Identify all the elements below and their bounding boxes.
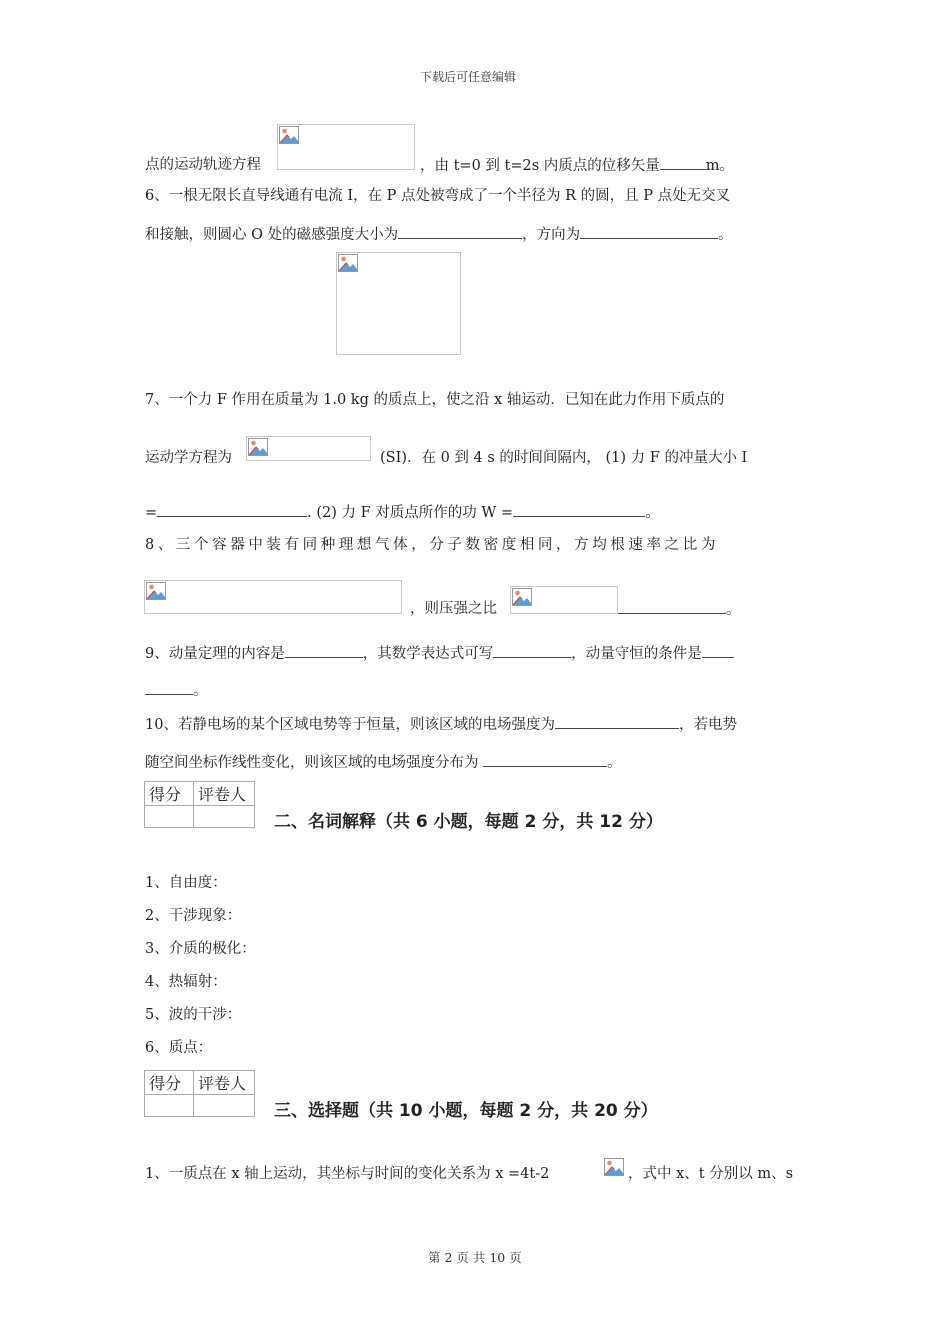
grader-header: 评卷人 (194, 1071, 255, 1095)
score-table (144, 1070, 255, 1117)
q6-line2b: ，方向为 (522, 227, 581, 243)
formula-image (277, 124, 415, 170)
q6-line2a: 和接触，则圆心 O 处的磁感强度大小为 (145, 227, 399, 243)
q7-line1: 7、一个力 F 作用在质量为 1.0 kg 的质点上，使之沿 x 轴运动．已知在此力作用下质点的 (145, 392, 725, 408)
q5-text-a: 点的运动轨迹方程 (145, 157, 261, 173)
image-placeholder-icon (279, 126, 299, 144)
answer-blank (702, 643, 734, 658)
diagram-image (336, 252, 461, 355)
answer-blank (145, 680, 193, 695)
q10-line2a: 随空间坐标作线性变化，则该区域的电场强度分布为 (145, 755, 484, 771)
image-placeholder-icon (248, 438, 268, 456)
q8-line1: 8、三个容器中装有同种理想气体，分子数密度相同，方均根速率之比为 (145, 537, 719, 553)
q7-line3b: . (2) 力 F 对质点所作的功 W = (307, 505, 514, 521)
answer-blank (157, 502, 307, 517)
mc-q1-text-a: 1、一质点在 x 轴上运动，其坐标与时间的变化关系为 x =4t-2 (145, 1166, 550, 1182)
answer-blank (493, 643, 571, 658)
answer-blank (285, 643, 363, 658)
answer-blank (660, 155, 706, 170)
section-2-title: 二、名词解释（共 6 小题，每题 2 分，共 12 分） (274, 812, 663, 832)
term-item: 5、波的干涉： (145, 1007, 242, 1023)
grader-cell[interactable] (194, 1095, 255, 1117)
answer-blank (398, 224, 522, 239)
grader-cell[interactable] (194, 806, 255, 828)
q5-text-b: ，由 t=0 到 t=2s 内质点的位移矢量 (420, 158, 660, 174)
formula-image (510, 586, 618, 614)
image-placeholder-icon (604, 1158, 624, 1176)
q9-line1c: ，动量守恒的条件是 (571, 646, 702, 662)
grader-header: 评卷人 (194, 782, 255, 806)
image-placeholder-icon (146, 582, 166, 600)
q9-line1b: ，其数学表达式可写 (362, 646, 494, 662)
answer-blank (483, 752, 607, 767)
q10-line2b: 。 (607, 755, 622, 771)
image-placeholder-icon (512, 588, 532, 606)
term-item: 4、热辐射： (145, 974, 227, 990)
q5-text-c: m。 (705, 158, 735, 174)
q7-line2a: 运动学方程为 (145, 450, 232, 466)
score-header: 得分 (145, 1071, 194, 1095)
score-header: 得分 (145, 782, 194, 806)
q9-line2: 。 (193, 683, 208, 699)
q6-line1: 6、一根无限长直导线通有电流 I，在 P 点处被弯成了一个半径为 R 的圆，且 P 点处无交叉 (145, 188, 731, 204)
score-cell[interactable] (145, 806, 194, 828)
q7-line2b: (SI)．在 0 到 4 s 的时间间隔内， (1) 力 F 的冲量大小 I (380, 450, 748, 466)
score-table (144, 781, 255, 828)
q10-line1a: 10、若静电场的某个区域电势等于恒量，则该区域的电场强度为 (145, 717, 555, 733)
term-item: 6、质点： (145, 1040, 213, 1056)
answer-blank (555, 714, 679, 729)
q6-line2c: 。 (718, 227, 733, 243)
score-cell[interactable] (145, 1095, 194, 1117)
formula-image (144, 580, 402, 614)
term-item: 2、干涉现象： (145, 908, 242, 924)
answer-blank (618, 599, 726, 614)
section-3-title: 三、选择题（共 10 小题，每题 2 分，共 20 分） (274, 1101, 658, 1121)
formula-image (604, 1158, 626, 1179)
q8-line2b: 。 (726, 602, 741, 618)
q7-line3c: 。 (645, 505, 660, 521)
mc-q1-text-b: ，式中 x、t 分别以 m、s (628, 1166, 794, 1182)
page-footer: 第 2 页 共 10 页 (428, 1250, 522, 1265)
q7-line3a: = (145, 505, 158, 521)
q9-line1a: 9、动量定理的内容是 (145, 646, 285, 662)
q8-line2a: ，则压强之比 (410, 601, 497, 617)
term-item: 3、介质的极化： (145, 941, 256, 957)
answer-blank (580, 224, 718, 239)
answer-blank (513, 502, 645, 517)
q10-line1b: ，若电势 (678, 717, 737, 733)
image-placeholder-icon (338, 254, 358, 272)
page-header: 下载后可任意编辑 (420, 70, 517, 84)
term-item: 1、自由度： (145, 875, 227, 891)
formula-image (246, 436, 371, 461)
